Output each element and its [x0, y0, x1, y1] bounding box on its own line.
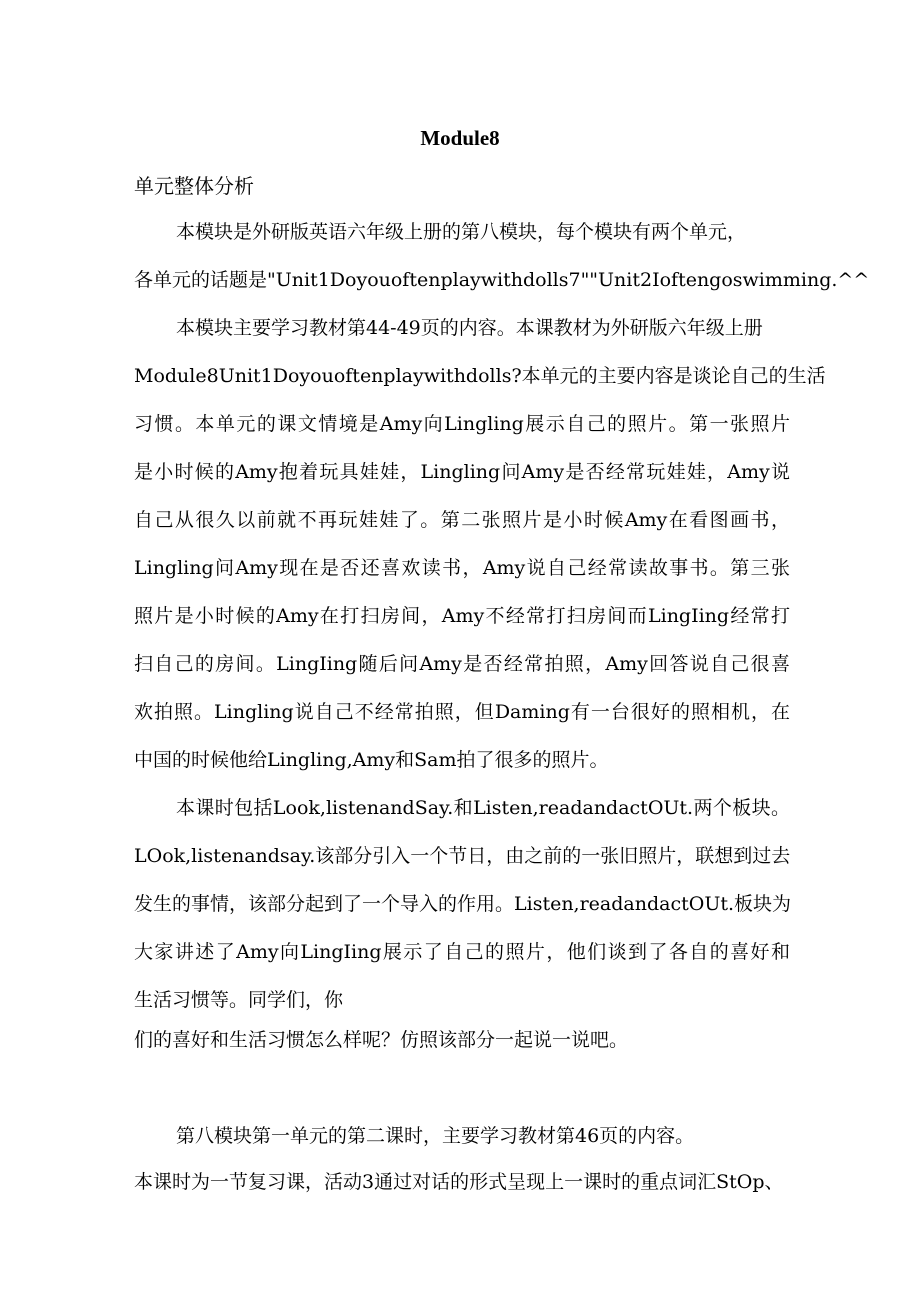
paragraph-line: 自己从很久以前就不再玩娃娃了。第二张照片是小时候Amy在看图画书， — [134, 509, 790, 531]
paragraph-line: 大家讲述了Amy向LingIing展示了自己的照片，他们谈到了各自的喜好和 — [134, 941, 790, 963]
paragraph-line: 生活习惯等。同学们，你 — [134, 989, 344, 1011]
section-heading: 单元整体分析 — [134, 174, 254, 198]
paragraph-line: 各单元的话题是"Unit1Doyouoftenplaywithdolls7""Unit2Ioftengoswimming.^^ — [134, 269, 870, 291]
paragraph-line: 中国的时候他给Lingling,Amy和Sam拍了很多的照片。 — [134, 749, 609, 771]
paragraph-line: LOok,listenandsay.该部分引入一个节日，由之前的一张旧照片，联想到过去 — [134, 845, 791, 867]
paragraph-line: 发生的事情，该部分起到了一个导入的作用。Listen,readandactOUt.板块为 — [134, 893, 792, 915]
paragraph-line: 本模块是外研版英语六年级上册的第八模块，每个模块有两个单元， — [176, 221, 747, 243]
paragraph-line: Module8Unit1Doyouoftenplaywithdolls?本单元的主要内容是谈论自己的生活 — [134, 365, 826, 387]
paragraph-line: 们的喜好和生活习惯怎么样呢？仿照该部分一起说一说吧。 — [134, 1029, 629, 1051]
paragraph-line: Lingling问Amy现在是否还喜欢读书，Amy说自己经常读故事书。第三张 — [134, 557, 790, 579]
paragraph-line: 本课时包括Look,listenandSay.和Listen,readandactOUt.两个板块。 — [176, 797, 790, 819]
paragraph-line: 习惯。本单元的课文情境是Amy向Lingling展示自己的照片。第一张照片 — [134, 413, 790, 435]
paragraph-line: 欢拍照。Lingling说自己不经常拍照，但Daming有一台很好的照相机，在 — [134, 701, 790, 723]
paragraph-line: 本模块主要学习教材第44-49页的内容。本课教材为外研版六年级上册 — [176, 317, 763, 339]
paragraph-line: 本课时为一节复习课，活动3通过对话的形式呈现上一课时的重点词汇StOp、 — [134, 1171, 784, 1193]
document-title: Module8 — [420, 126, 500, 150]
paragraph-line: 扫自己的房间。LingIing随后问Amy是否经常拍照，Amy回答说自己很喜 — [134, 653, 790, 675]
paragraph-line: 照片是小时候的Amy在打扫房间，Amy不经常打扫房间而LingIing经常打 — [134, 605, 790, 627]
paragraph-line: 是小时候的Amy抱着玩具娃娃，Lingling问Amy是否经常玩娃娃，Amy说 — [134, 461, 790, 483]
paragraph-line: 第八模块第一单元的第二课时，主要学习教材第46页的内容。 — [176, 1125, 695, 1147]
